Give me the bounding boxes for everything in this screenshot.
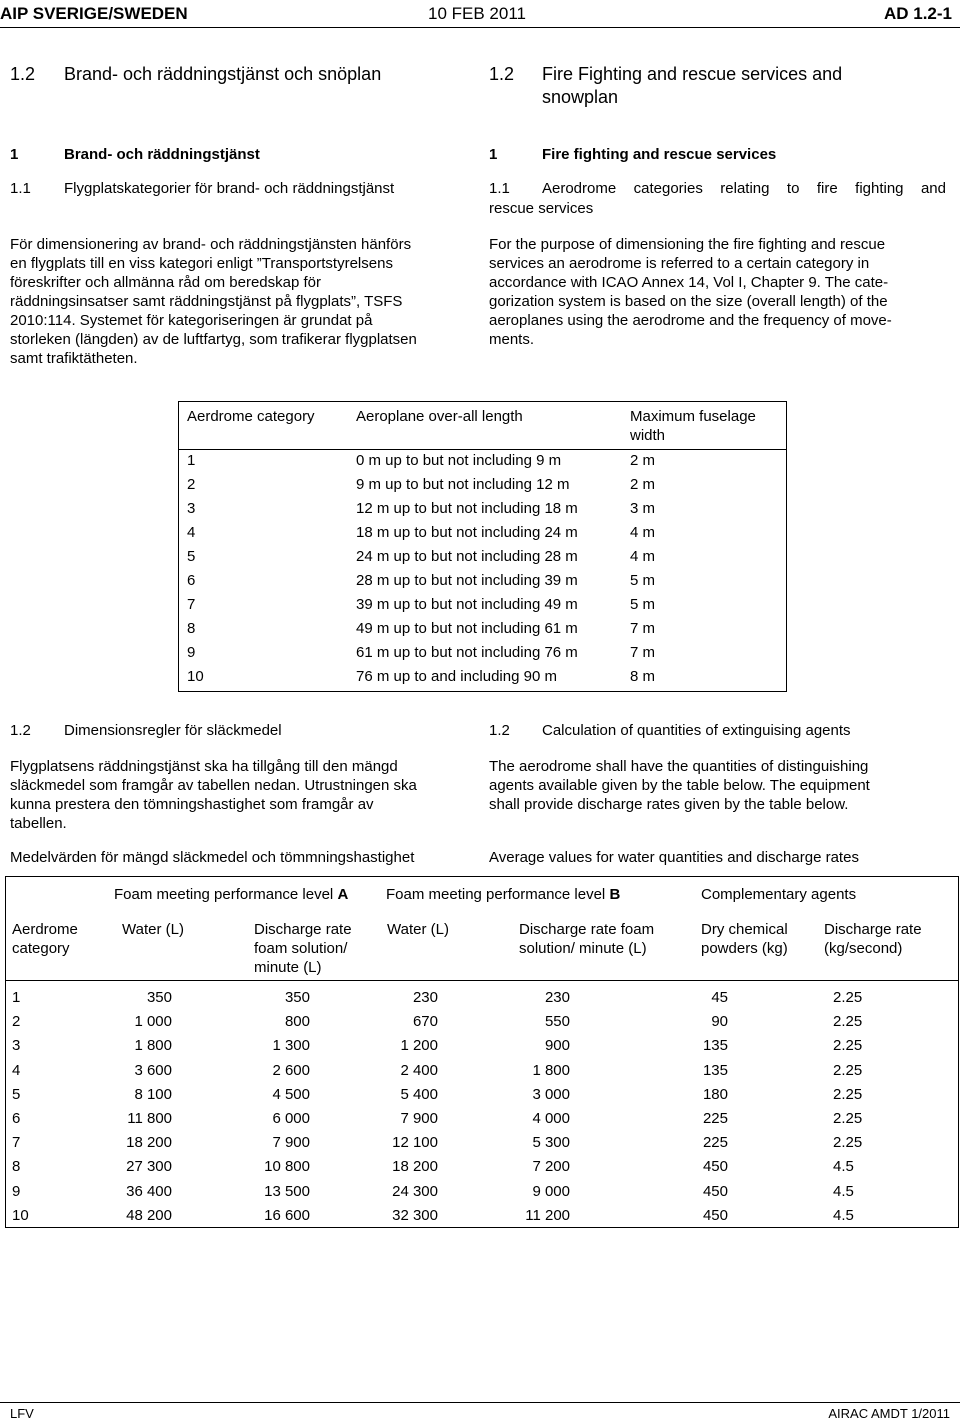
para11-en-line: gorization system is based on the size (overall length) of the <box>489 293 888 310</box>
cell-dry: 135 <box>702 1037 728 1055</box>
cell-cat: 3 <box>187 500 196 517</box>
para11-en-line: For the purpose of dimensioning the fire fighting and rescue <box>489 236 886 253</box>
cell-disch-b: 9 000 <box>532 1182 570 1200</box>
sub11-sv: Flygplatskategorier för brand- och räddningstjänst <box>64 180 395 197</box>
category-table <box>178 401 787 692</box>
cell-dry: 225 <box>702 1134 728 1152</box>
cell-rate: 4.5 <box>833 1158 854 1176</box>
cell-cat: 5 <box>187 548 196 565</box>
para11-sv-line: 2010:114. Systemet för kategoriseringen är grundat på <box>10 312 373 329</box>
col-header-rate-l1: Discharge rate <box>824 921 922 938</box>
table-row <box>6 1062 958 1086</box>
cell-cat: 4 <box>187 524 196 541</box>
table-row <box>179 572 786 596</box>
cell-cat: 8 <box>187 620 196 637</box>
sub11-en-line1: Aerodrome categories relating to fire fighting and <box>542 180 946 197</box>
cell-cat: 6 <box>12 1110 21 1127</box>
table-row <box>6 1158 958 1182</box>
cell-width: 3 m <box>630 500 656 517</box>
caption-sv: Medelvärden för mängd släckmedel och tömmningshastighet <box>10 849 415 866</box>
col-header-dry-chemical <box>701 920 788 958</box>
cell-cat: 7 <box>12 1134 21 1152</box>
cell-water-a: 48 200 <box>126 1206 172 1224</box>
cell-disch-a: 1 300 <box>272 1037 310 1055</box>
cell-dry: 45 <box>711 989 728 1006</box>
cell-length: 18 m up to but not including 24 m <box>356 524 578 541</box>
header-rule <box>0 27 960 28</box>
cell-length: 49 m up to but not including 61 m <box>356 620 578 637</box>
cell-dry: 450 <box>702 1158 728 1176</box>
cell-water-a: 3 600 <box>134 1061 172 1079</box>
col-header-category: Aerdrome category <box>187 408 315 425</box>
cell-length: 9 m up to but not including 12 m <box>356 476 570 493</box>
table-row <box>179 596 786 620</box>
cell-width: 4 m <box>630 524 656 541</box>
cell-cat: 10 <box>187 668 204 685</box>
cell-cat: 6 <box>187 572 196 589</box>
table-row <box>6 1134 958 1158</box>
cell-cat: 7 <box>187 596 196 613</box>
table-row <box>6 1013 958 1037</box>
sub12-sv: Dimensionsregler för släckmedel <box>64 722 282 739</box>
table-row <box>179 620 786 644</box>
para11-en-line: accordance with ICAO Annex 14, Vol I, Chapter 9. The cate- <box>489 274 889 291</box>
table-row <box>179 668 786 692</box>
header-right: AD 1.2-1 <box>883 4 952 23</box>
cell-disch-b: 11 200 <box>525 1206 570 1224</box>
cell-cat: 2 <box>12 1013 21 1031</box>
col-header-dry-l1: Dry chemical <box>701 921 788 938</box>
section1-sv: Brand- och räddningstjänst <box>64 146 260 163</box>
group-complementary: Complementary agents <box>701 886 857 903</box>
cell-water-b: 1 200 <box>400 1037 438 1055</box>
col-header-rate-l2: (kg/second) <box>824 940 903 957</box>
para12-en-line: agents available given by the table below. The equipment <box>489 777 870 794</box>
sub11-en-num: 1.1 <box>489 180 510 197</box>
col-header-discharge-a <box>254 920 352 977</box>
para11-en-line: aeroplanes using the aerodrome and the frequency of move- <box>489 312 892 329</box>
sub12-en: Calculation of quantities of extinguising agents <box>542 722 851 739</box>
sub12-sv-num: 1.2 <box>10 722 31 739</box>
col-header-discharge-a-l1: Discharge rate <box>254 921 352 938</box>
table-row <box>179 476 786 500</box>
cell-dry: 180 <box>702 1085 728 1103</box>
col-header-discharge-b <box>519 920 654 958</box>
cell-rate: 2.25 <box>833 1110 863 1127</box>
title-sv: Brand- och räddningstjänst och snöplan <box>64 64 382 84</box>
group-foam-a-letter: A <box>337 886 349 903</box>
section1-sv-num: 1 <box>10 146 19 163</box>
cell-width: 7 m <box>630 644 656 661</box>
cell-dry: 450 <box>702 1206 728 1224</box>
cell-water-b: 32 300 <box>392 1206 438 1224</box>
table-row <box>6 1207 958 1231</box>
col-header-rate <box>824 920 922 958</box>
cell-cat: 2 <box>187 476 196 493</box>
cell-rate: 2.25 <box>833 1061 863 1079</box>
cell-dry: 225 <box>702 1110 728 1127</box>
cell-water-a: 11 800 <box>127 1110 172 1127</box>
table-row <box>6 989 958 1013</box>
cell-water-b: 5 400 <box>400 1085 438 1103</box>
cell-dry: 450 <box>702 1182 728 1200</box>
cell-width: 2 m <box>630 452 656 469</box>
header-date: 10 FEB 2011 <box>428 4 526 23</box>
header-left: AIP SVERIGE/SWEDEN <box>0 4 188 23</box>
cell-disch-a: 4 500 <box>272 1085 310 1103</box>
cell-width: 5 m <box>630 596 656 613</box>
cell-disch-a: 13 500 <box>264 1182 310 1200</box>
cell-disch-a: 10 800 <box>264 1158 310 1176</box>
cell-cat: 1 <box>187 452 196 469</box>
para12-sv-line: kunna prestera den tömningshastighet som framgår av <box>10 796 374 813</box>
cell-length: 76 m up to and including 90 m <box>356 668 557 685</box>
para12-sv <box>10 757 470 833</box>
cell-dry: 90 <box>711 1013 728 1031</box>
para12-sv-line: släckmedel som framgår av tabellen nedan. Utrustningen ska <box>10 777 417 794</box>
cell-length: 61 m up to but not including 76 m <box>356 644 578 661</box>
para11-en-line: services an aerodrome is referred to a certain category in <box>489 255 870 272</box>
table-row <box>179 644 786 668</box>
col-header-discharge-b-l2: solution/ minute (L) <box>519 940 647 957</box>
group-foam-a <box>114 886 348 903</box>
cell-length: 28 m up to but not including 39 m <box>356 572 578 589</box>
cell-disch-a: 800 <box>284 1013 310 1031</box>
sub11-sv-num: 1.1 <box>10 180 31 197</box>
agents-table-rule <box>6 980 958 981</box>
cell-rate: 2.25 <box>833 1013 863 1031</box>
table-row <box>6 1086 958 1110</box>
title-sv-num: 1.2 <box>10 64 36 84</box>
cell-disch-b: 3 000 <box>532 1085 570 1103</box>
cell-water-a: 36 400 <box>126 1182 172 1200</box>
cell-disch-a: 2 600 <box>272 1061 310 1079</box>
col-header-category-l1: Aerdrome <box>12 921 78 938</box>
table-row <box>6 1183 958 1207</box>
cell-dry: 135 <box>702 1061 728 1079</box>
cell-disch-b: 1 800 <box>532 1061 570 1079</box>
para11-sv-line: samt trafiktätheten. <box>10 350 138 367</box>
section1-en-num: 1 <box>489 146 498 163</box>
cell-water-a: 18 200 <box>126 1134 172 1152</box>
cell-width: 2 m <box>630 476 656 493</box>
col-header-category <box>12 920 78 958</box>
group-foam-b-text: Foam meeting performance level <box>386 886 610 903</box>
cell-cat: 9 <box>187 644 196 661</box>
cell-length: 12 m up to but not including 18 m <box>356 500 578 517</box>
cell-disch-b: 550 <box>544 1013 570 1031</box>
section1-en: Fire fighting and rescue services <box>542 146 777 163</box>
cell-width: 4 m <box>630 548 656 565</box>
para11-sv-line: räddningsinsatser samt räddningstjänst på flygplats”, TSFS <box>10 293 403 310</box>
cell-water-a: 350 <box>146 989 172 1006</box>
cell-disch-a: 7 900 <box>272 1134 310 1152</box>
col-header-water-b: Water (L) <box>387 921 449 938</box>
cell-disch-b: 7 200 <box>532 1158 570 1176</box>
agents-table <box>5 876 959 1228</box>
para11-sv-line: storleken (längden) av de luftfartyg, som trafikerar flygplatsen <box>10 331 417 348</box>
cell-rate: 2.25 <box>833 1085 863 1103</box>
cell-disch-b: 900 <box>544 1037 570 1055</box>
para12-en-line: shall provide discharge rates given by the table below. <box>489 796 849 813</box>
cell-width: 5 m <box>630 572 656 589</box>
title-en-line2: snowplan <box>542 87 619 107</box>
table-row <box>6 1037 958 1061</box>
para11-sv-line: föreskrifter och allmänna råd om beredskap för <box>10 274 321 291</box>
para12-en-line: The aerodrome shall have the quantities of distinguishing <box>489 758 869 775</box>
cell-disch-a: 16 600 <box>264 1206 310 1224</box>
cell-water-b: 24 300 <box>392 1182 438 1200</box>
cell-water-a: 1 000 <box>134 1013 172 1031</box>
footer-left: LFV <box>10 1406 34 1421</box>
cell-water-b: 2 400 <box>400 1061 438 1079</box>
cell-cat: 4 <box>12 1061 21 1079</box>
cell-water-b: 670 <box>412 1013 438 1031</box>
col-header-width-line1: Maximum fuselage <box>630 408 756 425</box>
cell-cat: 9 <box>12 1182 21 1200</box>
para12-sv-line: tabellen. <box>10 815 67 832</box>
para11-en-line: ments. <box>489 331 535 348</box>
cell-cat: 3 <box>12 1037 21 1055</box>
table-row <box>6 1110 958 1134</box>
cell-cat: 5 <box>12 1085 21 1103</box>
col-header-discharge-a-l3: minute (L) <box>254 959 322 976</box>
para11-sv <box>10 235 470 368</box>
cell-water-a: 8 100 <box>134 1085 172 1103</box>
sub11-en-line2: rescue services <box>489 200 594 217</box>
cell-width: 7 m <box>630 620 656 637</box>
cell-rate: 2.25 <box>833 1037 863 1055</box>
col-header-length: Aeroplane over-all length <box>356 408 523 425</box>
cell-water-b: 12 100 <box>392 1134 438 1152</box>
cell-rate: 4.5 <box>833 1182 854 1200</box>
cell-cat: 10 <box>12 1206 29 1224</box>
col-header-width-line2: width <box>630 427 666 444</box>
cell-rate: 2.25 <box>833 1134 863 1152</box>
cell-disch-b: 5 300 <box>532 1134 570 1152</box>
cell-length: 0 m up to but not including 9 m <box>356 452 562 469</box>
col-header-discharge-a-l2: foam solution/ <box>254 940 348 957</box>
group-foam-b-letter: B <box>609 886 621 903</box>
group-foam-a-text: Foam meeting performance level <box>114 886 338 903</box>
para11-sv-line: en flygplats till en viss kategori enligt ”Transportstyrelsens <box>10 255 393 272</box>
cell-cat: 8 <box>12 1158 21 1176</box>
table-row <box>179 452 786 476</box>
cell-disch-b: 230 <box>544 989 570 1006</box>
col-header-discharge-b-l1: Discharge rate foam <box>519 921 655 938</box>
footer-rule <box>0 1402 960 1403</box>
group-foam-b <box>386 886 620 903</box>
cell-disch-a: 350 <box>284 989 310 1006</box>
cell-disch-b: 4 000 <box>532 1110 570 1127</box>
cell-width: 8 m <box>630 668 656 685</box>
footer-right: AIRAC AMDT 1/2011 <box>828 1406 950 1421</box>
cell-rate: 2.25 <box>833 989 863 1006</box>
table-row <box>179 548 786 572</box>
cell-length: 39 m up to but not including 49 m <box>356 596 578 613</box>
caption-en: Average values for water quantities and discharge rates <box>489 849 859 866</box>
para11-en <box>489 235 949 349</box>
table-row <box>179 500 786 524</box>
para12-sv-line: Flygplatsens räddningstjänst ska ha tillgång till den mängd <box>10 758 398 775</box>
col-header-water-a: Water (L) <box>122 921 184 938</box>
col-header-width <box>630 407 756 445</box>
cell-length: 24 m up to but not including 28 m <box>356 548 578 565</box>
cell-rate: 4.5 <box>833 1206 854 1224</box>
category-table-rule <box>179 449 786 450</box>
cell-water-b: 18 200 <box>392 1158 438 1176</box>
col-header-category-l2: category <box>12 940 70 957</box>
cell-disch-a: 6 000 <box>272 1110 310 1127</box>
cell-water-a: 1 800 <box>134 1037 172 1055</box>
title-en-num: 1.2 <box>489 64 515 84</box>
sub12-en-num: 1.2 <box>489 722 510 739</box>
cell-water-b: 230 <box>412 989 438 1006</box>
cell-cat: 1 <box>12 989 21 1006</box>
para12-en <box>489 757 949 814</box>
para11-sv-line: För dimensionering av brand- och räddningstjänsten hänförs <box>10 236 412 253</box>
cell-water-a: 27 300 <box>126 1158 172 1176</box>
title-en-line1: Fire Fighting and rescue services and <box>542 64 843 84</box>
col-header-dry-l2: powders (kg) <box>701 940 788 957</box>
table-row <box>179 524 786 548</box>
cell-water-b: 7 900 <box>400 1110 438 1127</box>
